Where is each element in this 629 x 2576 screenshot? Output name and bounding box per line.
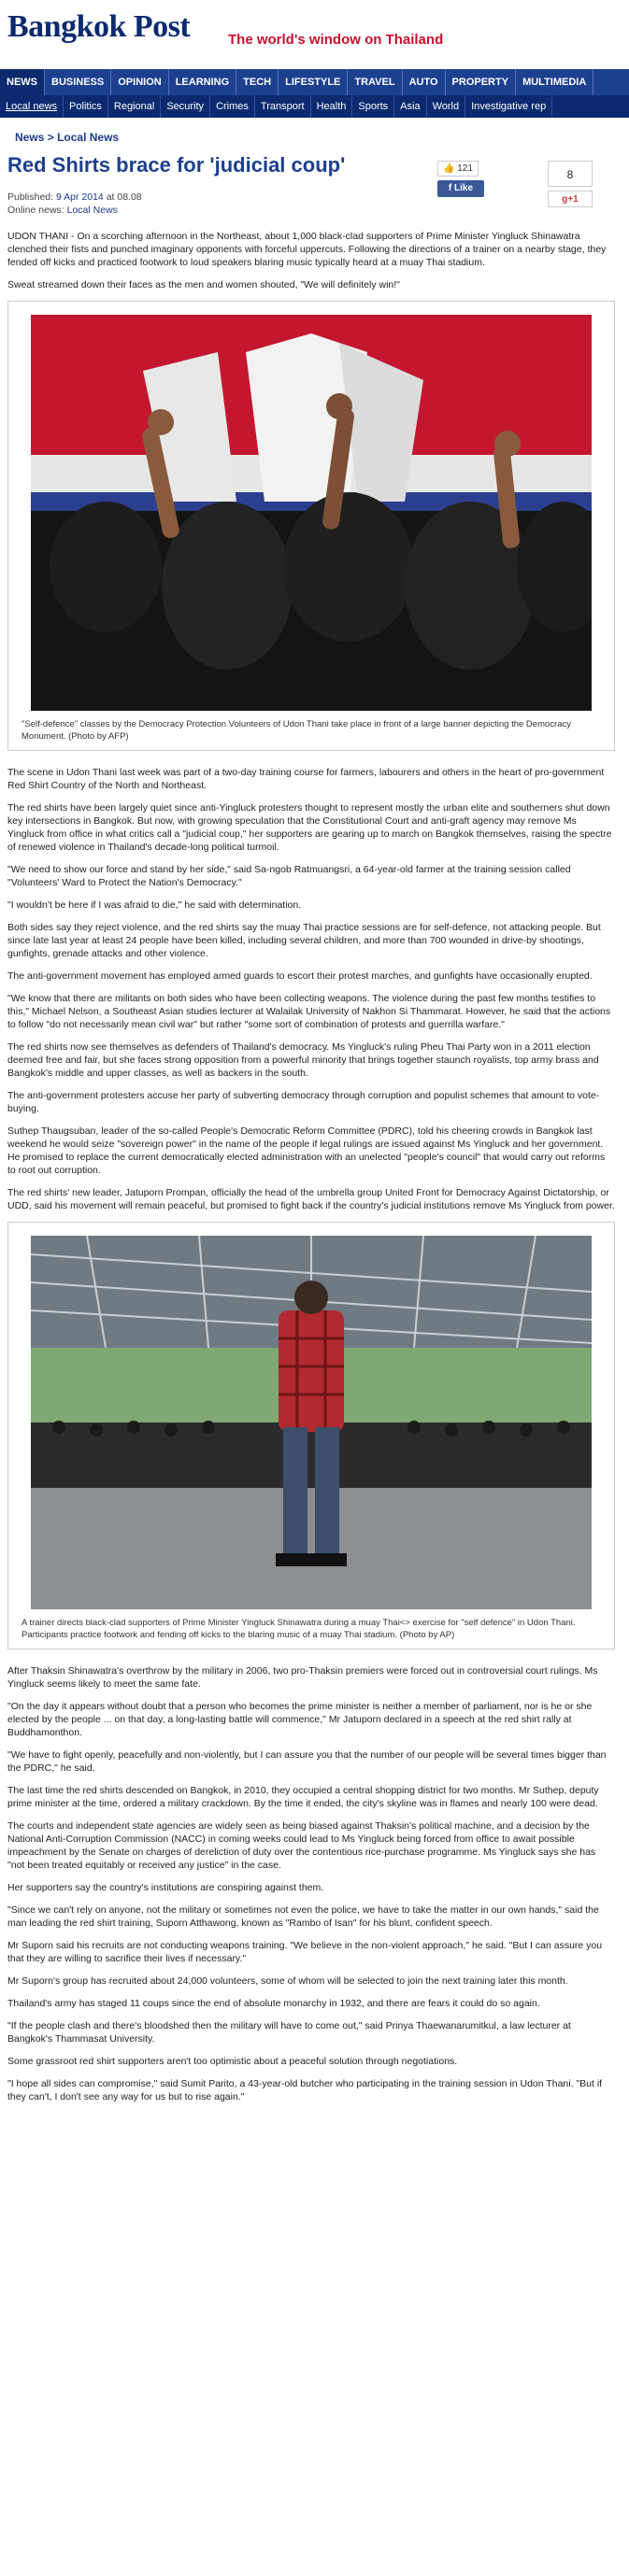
article-paragraph: Both sides say they reject violence, and the red shirts say the muay Thai practice sessions are for self-defence, not attacking people. But since late last year at least 24 people have been killed, including several children, and more than 700 wounded in drive-by shootings, gunfights, grenade attacks and other violence. xyxy=(7,922,601,959)
photo-2 xyxy=(31,1236,592,1609)
breadcrumb-local-news-link[interactable]: Local News xyxy=(57,131,120,144)
site-tagline: The world's window on Thailand xyxy=(228,32,444,48)
subnav-item-transport[interactable]: Transport xyxy=(255,95,311,118)
nav-item-tech[interactable]: TECH xyxy=(236,69,279,95)
nav-item-travel[interactable]: TRAVEL xyxy=(348,69,402,95)
photo-2-caption: A trainer directs black-clad supporters of Prime Minister Yingluck Shinawatra during a muay Thai<> exercise for "self defence" in Udon Thani. Participants practice footwork and fending off kicks to the blaring music of a muay Thai stadium. (Photo by AP) xyxy=(21,1618,576,1640)
article-paragraph: Sweat streamed down their faces as the men and women shouted, "We will definitely win!" xyxy=(7,279,400,290)
site-logo[interactable]: Bangkok Post xyxy=(7,9,191,44)
article-paragraph: Mr Suporn said his recruits are not conducting weapons training. "We believe in the non-violent approach," he said. "But I can assure you that they are willing to sacrifice their lives if necessary." xyxy=(7,1940,603,1964)
nav-item-business[interactable]: BUSINESS xyxy=(45,69,111,95)
nav-item-auto[interactable]: AUTO xyxy=(403,69,446,95)
article-paragraph: "If the people clash and there's bloodshed then the military will have to come out," said Prinya Thaewanarumitkul, a law lecturer at Bangkok's Thammasat University. xyxy=(7,2020,571,2045)
photo-figure-1 xyxy=(7,301,615,751)
article-paragraph: The red shirts' new leader, Jatuporn Prompan, officially the head of the umbrella group United Front for Democracy Against Dictatorship, or UDD, said his movement will remain peaceful, but promised to fight back if the country's judicial institutions remove Ms Yingluck from power. xyxy=(7,1187,615,1211)
google-plus-widget xyxy=(548,161,593,207)
article-paragraph: "We know that there are militants on both sides who have been collecting weapons. The violence during the past few months testifies to this," Michael Nelson, a Southeast Asian studies lecturer at Walailak University of Nakhon Si Thammarat. However, he said that the actions to follow "do not necessarily mean civil war" but rather "some sort of combination of protests and guerrilla warfare." xyxy=(7,993,611,1030)
article-paragraph: Thailand's army has staged 11 coups since the end of absolute monarchy in 1932, and there are fears it could do so again. xyxy=(7,1998,540,2009)
photo-1-caption: "Self-defence" classes by the Democracy Protection Volunteers of Udon Thani take place in front of a large banner depicting the Democracy Monument. (Photo by AFP) xyxy=(21,719,571,742)
like-count-value: 121 xyxy=(457,163,473,174)
facebook-f-icon: f xyxy=(448,183,452,193)
main-nav xyxy=(0,69,629,95)
published-time-prefix: at xyxy=(106,191,115,203)
photo-1 xyxy=(31,315,592,711)
google-plus-button[interactable]: g+1 xyxy=(548,191,593,207)
subnav-item-politics[interactable]: Politics xyxy=(64,95,108,118)
article-paragraph: Her supporters say the country's institutions are conspiring against them. xyxy=(7,1882,324,1893)
online-section-link[interactable]: Local News xyxy=(66,205,118,216)
article-paragraph: The courts and independent state agencies are widely seen as being biased against Thaksin's political machine, and a decision by the National Anti-Corruption Commission (NACC) in coming weeks could lead to Ms Yingluck being forced from office to await possible impeachment by the Senate on charges of dereliction of duty over the contentious rice-purchase programme. Ms Yingluck says she has "not been treated equitably or received any justice" in the case. xyxy=(7,1820,596,1871)
subnav-item-world[interactable]: World xyxy=(427,95,466,118)
online-news-line xyxy=(7,204,142,217)
nav-item-news[interactable]: NEWS xyxy=(0,69,45,95)
breadcrumb xyxy=(15,131,119,144)
article-paragraph: The anti-government protesters accuse her party of subverting democracy through corruption and populist schemes that amount to vote-buying. xyxy=(7,1090,600,1114)
google-plus-count: 8 xyxy=(548,161,593,187)
nav-item-lifestyle[interactable]: LIFESTYLE xyxy=(279,69,348,95)
page-title: Red Shirts brace for 'judicial coup' xyxy=(7,153,346,177)
subnav-item-health[interactable]: Health xyxy=(311,95,353,118)
subnav-item-crimes[interactable]: Crimes xyxy=(210,95,255,118)
sub-nav xyxy=(0,95,629,118)
subnav-item-sports[interactable]: Sports xyxy=(352,95,394,118)
article-paragraph: The last time the red shirts descended on Bangkok, in 2010, they occupied a central shopping district for two months. Mr Suthep, deputy prime minister at the time, ordered a military crackdown. By the time it ended, the city's skyline was in flames and nearly 100 were dead. xyxy=(7,1785,599,1809)
article-paragraph: UDON THANI - On a scorching afternoon in the Northeast, about 1,000 black-clad supporters of Prime Minister Yingluck Shinawatra clenched their fists and punched imaginary opponents with forceful uppercuts. Following the directions of a trainer on a nearby stage, they fended off kicks and practiced footwork to loud speakers blaring music typically heard at a muay Thai stadium. xyxy=(7,231,607,268)
training-session-photo xyxy=(31,1236,592,1609)
article-paragraph: The red shirts have been largely quiet since anti-Yingluck protesters thought to represent mostly the urban elite and southerners shut down key intersections in Bangkok. But now, with growing speculation that the Constitutional Court and anti-graft agency may remove Ms Yingluck from office in what critics call a "judicial coup," her supporters are gearing up to march on Bangkok themselves, raising the spectre of renewed violence in Thailand's decade-long political turmoil. xyxy=(7,802,612,853)
thumbs-up-icon: 👍 xyxy=(443,163,455,174)
red-shirt-rally-photo xyxy=(31,315,592,711)
article-paragraph: "I wouldn't be here if I was afraid to die," he said with determination. xyxy=(7,899,302,911)
article-paragraph: The red shirts now see themselves as defenders of Thailand's democracy. Ms Yingluck's ruling Pheu Thai Party won in a 2011 election deemed free and fair, but she faces strong opposition from a powerful minority that brings together staunch royalists, top army brass and Bangkok's middle and upper classes, as well as backers in the south. xyxy=(7,1041,599,1079)
article-paragraph: Suthep Thaugsuban, leader of the so-called People's Democratic Reform Committee (PDRC), told his cheering crowds in Bangkok last weekend he would seize "sovereign power" in the name of the people if legal rulings are issued against Ms Yingluck and her government. He promised to replace the current democratically elected administration with an unelected "people's council" that would carry out reforms to root out corruption. xyxy=(7,1125,606,1176)
breadcrumb-news-link[interactable]: News xyxy=(15,131,45,144)
nav-item-property[interactable]: PROPERTY xyxy=(446,69,517,95)
subnav-item-regional[interactable]: Regional xyxy=(108,95,161,118)
article-paragraph: Some grassroot red shirt supporters aren't too optimistic about a peaceful solution through negotiations. xyxy=(7,2056,458,2067)
facebook-like-count xyxy=(437,161,479,177)
online-prefix: Online news: xyxy=(7,205,64,216)
published-date-link[interactable]: 9 Apr 2014 xyxy=(55,191,104,203)
facebook-like-widget xyxy=(437,161,486,197)
article-paragraph: The anti-government movement has employed armed guards to escort their protest marches, and gunfights have occasionally erupted. xyxy=(7,970,593,982)
article-paragraph: "Since we can't rely on anyone, not the military or sometimes not even the police, we have to take the matter in our own hands," said the man leading the red shirt training, Suporn Atthawong, known as "Rambo of Isan" for his blunt, confident speech. xyxy=(7,1904,599,1929)
nav-item-opinion[interactable]: OPINION xyxy=(111,69,168,95)
facebook-like-button[interactable] xyxy=(437,180,484,197)
subnav-item-asia[interactable]: Asia xyxy=(394,95,426,118)
article-paragraph: "On the day it appears without doubt that a person who becomes the prime minister is neither a member of parliament, nor is he or she elected by the people ... on that day, a long-lasting battle will commence," Mr Jatuporn declared in a speech at the red shirt rally at Buddhamonthon. xyxy=(7,1701,593,1738)
article-paragraph: "I hope all sides can compromise," said Sumit Parito, a 43-year-old butcher who participating in the training session in Udon Thani. "But if they can't, I don't see any way for us but to rise again." xyxy=(7,2078,603,2102)
breadcrumb-separator: > xyxy=(47,131,54,144)
article-body xyxy=(7,230,615,2113)
nav-item-multimedia[interactable]: MULTIMEDIA xyxy=(516,69,593,95)
article-meta xyxy=(7,191,142,217)
subnav-item-security[interactable]: Security xyxy=(161,95,210,118)
published-time: 08.08 xyxy=(117,191,142,203)
article-paragraph: "We need to show our force and stand by her side," said Sa-ngob Ratmuangsri, a 64-year-old farmer at the training session called "Volunteers' Ward to Protect the Nation's Democracy." xyxy=(7,864,571,888)
like-label: Like xyxy=(454,183,474,193)
article-paragraph: After Thaksin Shinawatra's overthrow by the military in 2006, two pro-Thaksin premiers were forced out in controversial court rulings. Ms Yingluck seems likely to meet the same fate. xyxy=(7,1665,598,1690)
published-prefix: Published: xyxy=(7,191,54,203)
published-line xyxy=(7,191,142,204)
site-header xyxy=(0,0,629,67)
nav-item-learning[interactable]: LEARNING xyxy=(169,69,236,95)
subnav-item-local-news[interactable]: Local news xyxy=(0,95,64,118)
article-paragraph: "We have to fight openly, peacefully and non-violently, but I can assure you that the number of our people will be several times bigger than the PDRC," he said. xyxy=(7,1749,607,1774)
article-paragraph: Mr Suporn's group has recruited about 24,000 volunteers, some of whom will be selected to join the next training later this month. xyxy=(7,1975,568,1987)
photo-figure-2 xyxy=(7,1222,615,1649)
article-paragraph: The scene in Udon Thani last week was part of a two-day training course for farmers, labourers and others in the heart of pro-government Red Shirt Country of the North and Northeast. xyxy=(7,767,605,791)
subnav-item-investigative[interactable]: Investigative rep xyxy=(465,95,552,118)
